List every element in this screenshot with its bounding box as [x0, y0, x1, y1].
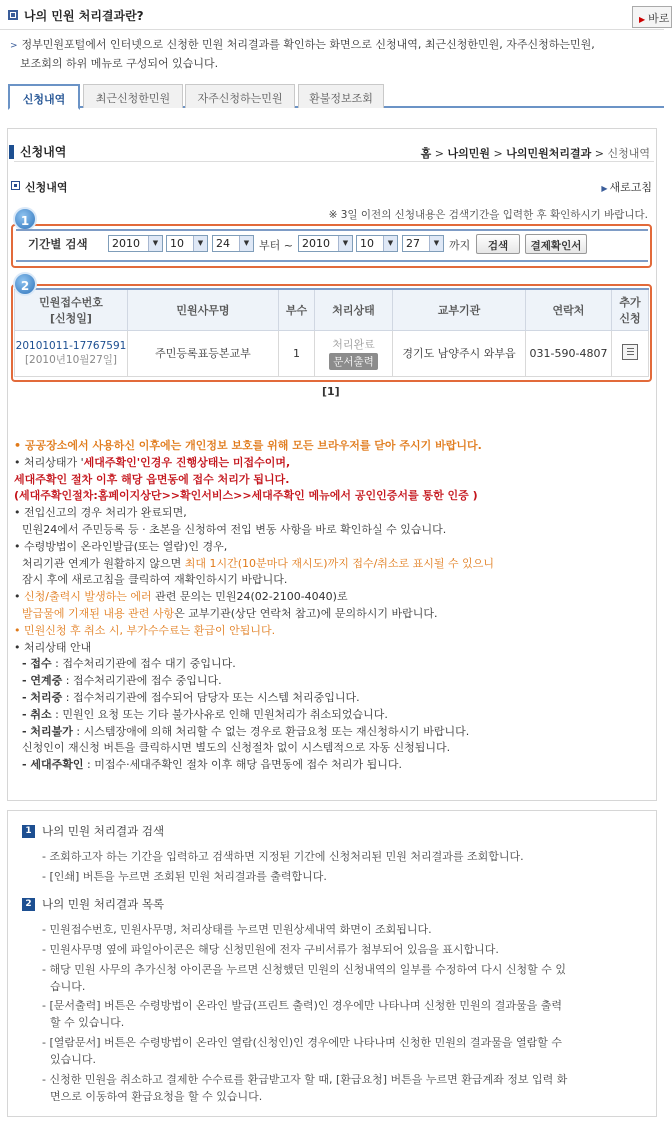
title-square-icon: [8, 10, 18, 20]
section-bar-icon: [9, 145, 14, 159]
notice-list: [14, 438, 654, 774]
notice-line: (세대주확인절차:홈페이지상단>>확인서비스>>세대주확인 메뉴에서 공인인증서를 통한 인증 ): [14, 489, 478, 503]
intro-line-1: 정부민원포털에서 인터넷으로 신청한 민원 처리결과를 확인하는 화면으로 신청내역, 최근신청한민원, 자주신청하는민원,: [21, 38, 595, 51]
header-text: 민원접수번호: [39, 295, 103, 309]
from-year-value: 2010: [112, 237, 140, 250]
section-title: 신청내역: [25, 181, 68, 194]
status-term: - 처리중: [22, 690, 63, 704]
notice-text: '인경우 진행상태는 미접수이며,: [136, 455, 291, 469]
status-desc: : 시스템장애에 의해 처리할 수 없는 경우로 환급요청 또는 재신청하시기 바랍니다.: [72, 724, 470, 738]
chevron-down-icon: ▼: [239, 236, 253, 251]
triangle-right-icon: ▶: [639, 15, 646, 24]
tab-refund-inquiry[interactable]: 환불정보조회: [298, 84, 384, 108]
to-month-select[interactable]: [356, 235, 398, 252]
from-month-value: 10: [170, 237, 184, 250]
status-guide-line: [14, 690, 654, 707]
status-desc: : 민원인 요청 또는 기타 불가사유로 인해 민원처리가 취소되었습니다.: [51, 707, 388, 721]
chevron-down-icon: ▼: [383, 236, 397, 251]
chevron-down-icon: ▼: [429, 236, 443, 251]
breadcrumb-sep: >: [594, 147, 604, 160]
status-guide-line: [14, 656, 654, 673]
status-guide-line: [14, 724, 654, 741]
help-line: 할 수 있습니다.: [50, 1016, 125, 1029]
page-title: 나의 민원 처리결과란?: [24, 9, 144, 23]
breadcrumb-my-civil[interactable]: 나의민원: [447, 147, 491, 160]
search-button[interactable]: 검색: [476, 234, 520, 254]
notice-text: 관련 문의는 민원24(02-2100-4040)로: [151, 590, 348, 604]
col-contact: 연락처: [526, 289, 612, 330]
to-day-value: 27: [406, 237, 420, 250]
chevron-right-icon: >: [10, 41, 18, 51]
status-link[interactable]: 처리완료: [332, 338, 375, 351]
help-line: - 민원접수번호, 민원사무명, 처리상태를 누르면 민원상세내역 화면이 조회됩니다.: [42, 923, 432, 936]
from-day-select[interactable]: [212, 235, 254, 252]
notice-text: 은 교부기관(상단 연락처 참고)에 문의하시기 바랍니다.: [174, 606, 438, 620]
tab-frequent-applications[interactable]: 자주신청하는민원: [185, 84, 295, 108]
service-name-link[interactable]: 주민등록표등본교부: [128, 330, 279, 376]
reapply-document-icon[interactable]: [622, 344, 638, 360]
status-cell: [315, 330, 393, 376]
col-additional: [612, 289, 649, 330]
col-copies: 부수: [279, 289, 315, 330]
status-guide-line: [14, 757, 654, 774]
refresh-link[interactable]: [601, 179, 652, 195]
panel-title: 신청내역: [20, 145, 67, 159]
help-line: - 신청한 민원을 취소하고 결제한 수수료를 환급받고자 할 때, [환급요청] 버튼을 누르면 환급계좌 정보 입력 화: [42, 1073, 568, 1086]
intro-text: [10, 36, 670, 72]
callout-badge-2: 2: [13, 272, 37, 296]
help-line: - 민원사무명 옆에 파일아이콘은 해당 신청민원에 전자 구비서류가 첨부되어 있음을 표시합니다.: [42, 943, 499, 956]
chevron-down-icon: ▼: [338, 236, 352, 251]
payment-confirmation-button[interactable]: 결제확인서: [525, 234, 587, 254]
breadcrumb-sep: >: [434, 147, 445, 160]
from-suffix: 부터 ~: [259, 239, 293, 252]
notice-line: [14, 589, 654, 606]
notice-text: •: [14, 590, 24, 604]
notice-line: 세대주확인 절차 이후 해당 읍면동에 접수 처리가 됩니다.: [14, 472, 290, 486]
breadcrumb-current: 신청내역: [607, 147, 650, 160]
refresh-label: 새로고침: [609, 181, 652, 194]
print-document-button[interactable]: 문서출력: [329, 353, 378, 370]
additional-cell: [612, 330, 649, 376]
notice-text: 발급물에 기재된 내용 관련 사항: [22, 606, 175, 620]
notice-line: 잠시 후에 새로고침을 클릭하여 재확인하시기 바랍니다.: [22, 573, 288, 587]
status-desc: : 접수처리기관에 접수되어 담당자 또는 시스템 처리중입니다.: [62, 690, 360, 704]
breadcrumb-sep: >: [493, 147, 503, 160]
from-day-value: 24: [216, 237, 230, 250]
notice-line: • 수령방법이 온라인발급(또는 열람)인 경우,: [14, 539, 228, 553]
pagination[interactable]: [1]: [322, 385, 340, 398]
col-status: 처리상태: [315, 289, 393, 330]
notice-text: • 처리상태가 ': [14, 455, 84, 469]
header-text: 신청: [619, 311, 641, 325]
from-month-select[interactable]: [166, 235, 208, 252]
status-term: - 처리불가: [22, 724, 73, 738]
help-line: - 조회하고자 하는 기간을 입력하고 검색하면 지정된 기간에 신청처리된 민원 처리결과를 조회합니다.: [42, 850, 524, 863]
status-term: - 세대주확인: [22, 758, 84, 772]
back-button[interactable]: [632, 6, 672, 28]
status-term: - 취소: [22, 707, 52, 721]
col-agency: 교부기관: [393, 289, 526, 330]
notice-line: [14, 606, 654, 623]
contact-value: 031-590-4807: [526, 330, 612, 376]
tab-recent-applications[interactable]: 최근신청한민원: [83, 84, 183, 108]
help-line: 면으로 이동하여 환급요청을 할 수 있습니다.: [50, 1090, 263, 1103]
agency-value: 경기도 남양주시 와부읍: [393, 330, 526, 376]
status-guide-line: 신청인이 재신청 버튼을 클릭하시면 별도의 신청절차 없이 시스템적으로 자동 신청됩니다.: [22, 741, 451, 755]
notice-line: • 민원신청 후 취소 시, 부가수수료는 환급이 안됩니다.: [14, 623, 276, 637]
chevron-down-icon: ▼: [193, 236, 207, 251]
help-line: 있습니다.: [50, 1053, 97, 1066]
triangle-right-icon: ▶: [601, 184, 608, 193]
col-service-name: 민원사무명: [128, 289, 279, 330]
header-text: 추가: [619, 295, 641, 309]
tab-application-history[interactable]: 신청내역: [8, 84, 80, 110]
help-line: - 해당 민원 사무의 추가신청 아이콘을 누르면 신청했던 민원의 신청내역의 일부를 수정하여 다시 신청할 수 있: [42, 963, 566, 976]
chevron-down-icon: ▼: [148, 236, 162, 251]
status-term: - 접수: [22, 657, 52, 671]
notice-text: 최대 1시간(10분마다 재시도)까지 접수/취소로 표시될 수 있으니: [184, 556, 495, 570]
help-number-2: 2: [22, 898, 35, 911]
col-receipt-number: [15, 289, 128, 330]
status-term: - 연계중: [22, 674, 63, 688]
tab-bar: [8, 84, 664, 108]
status-desc: : 접수처리기관에 접수 중입니다.: [62, 674, 222, 688]
notice-line: • 전입신고의 경우 처리가 완료되면,: [14, 506, 187, 520]
to-suffix: 까지: [449, 239, 471, 252]
help-number-1: 1: [22, 825, 35, 838]
copies-value: 1: [279, 330, 315, 376]
table-header-row: [15, 289, 649, 330]
section-square-icon: [11, 181, 20, 190]
help-title-2: 나의 민원 처리결과 목록: [42, 897, 165, 911]
results-table: [14, 288, 649, 377]
receipt-cell: [15, 330, 128, 376]
status-desc: : 접수처리기관에 접수 대기 중입니다.: [51, 657, 236, 671]
breadcrumb-home[interactable]: 홈: [420, 147, 432, 160]
status-desc: : 미접수·세대주확인 절차 이후 해당 읍면동에 접수 처리가 됩니다.: [83, 758, 402, 772]
help-line: 습니다.: [50, 980, 86, 993]
receipt-number-link[interactable]: 20101011-17767591: [15, 339, 127, 352]
breadcrumb: [421, 145, 650, 161]
notice-line: 민원24에서 주민등록 등 · 초본을 신청하여 전입 변동 사항을 바로 확인하실 수 있습니다.: [22, 522, 447, 536]
to-year-value: 2010: [302, 237, 330, 250]
breadcrumb-my-results[interactable]: 나의민원처리결과: [506, 147, 592, 160]
status-guide-line: [14, 673, 654, 690]
search-label: 기간별 검색: [28, 237, 88, 251]
to-month-value: 10: [360, 237, 374, 250]
help-title-1: 나의 민원 처리결과 검색: [42, 824, 165, 838]
application-date: [2010년10월27일]: [24, 353, 118, 366]
callout-badge-1: 1: [13, 207, 37, 231]
intro-line-2: 보조회의 하위 메뉴로 구성되어 있습니다.: [20, 57, 219, 70]
notice-line: • 공공장소에서 사용하신 이후에는 개인정보 보호를 위해 모든 브라우저를 닫아 주시기 바랍니다.: [14, 439, 482, 452]
to-day-select[interactable]: [402, 235, 444, 252]
notice-line: [14, 556, 654, 573]
notice-line: [14, 455, 654, 472]
notice-line: • 처리상태 안내: [14, 640, 92, 654]
to-year-select[interactable]: [298, 235, 353, 252]
notice-text: 처리기관 연계가 원활하지 않으면: [22, 556, 185, 570]
status-guide-line: [14, 707, 654, 724]
help-line: - [인쇄] 버튼을 누르면 조회된 민원 처리결과를 출력합니다.: [42, 870, 327, 883]
from-year-select[interactable]: [108, 235, 163, 252]
notice-text: 세대주확인: [83, 455, 137, 469]
help-line: - [열람문서] 버튼은 수령방법이 온라인 열람(신청인)인 경우에만 나타나며 신청한 민원의 결과물을 열람할 수: [42, 1036, 563, 1049]
table-row: [15, 330, 649, 376]
header-text: [신청일]: [50, 311, 92, 325]
search-note: ※ 3일 이전의 신청내용은 검색기간을 입력한 후 확인하시기 바랍니다.: [328, 209, 648, 221]
back-button-label: 바로: [648, 12, 670, 25]
help-line: - [문서출력] 버튼은 수령방법이 온라인 발급(프린트 출력)인 경우에만 나타나며 신청한 민원의 결과물을 출력: [42, 999, 563, 1012]
notice-text: 신청/출력시 발생하는 에러: [24, 590, 152, 604]
